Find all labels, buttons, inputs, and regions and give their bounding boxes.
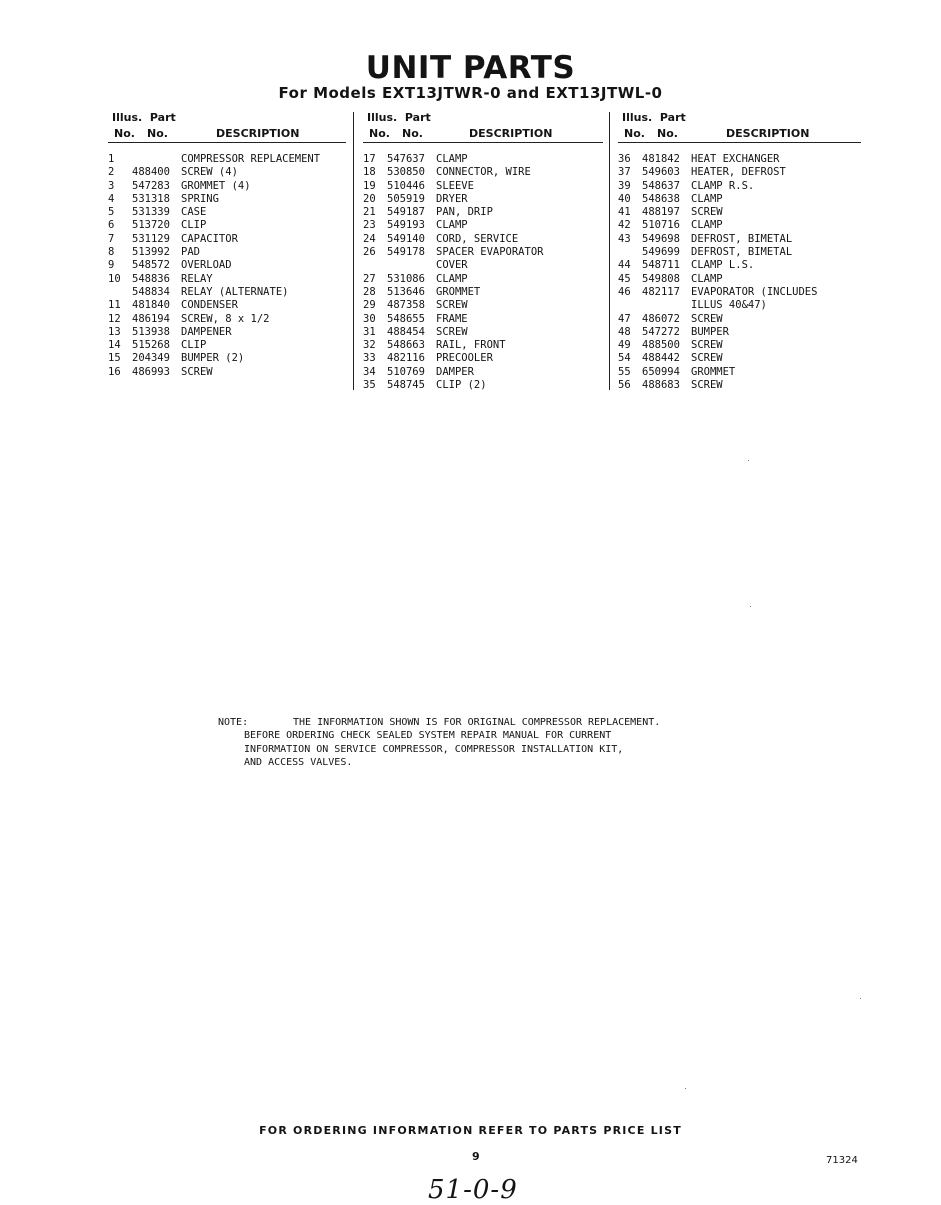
illus-number: 30 <box>363 312 376 325</box>
part-number: 486072 <box>642 312 680 325</box>
parts-column-2 <box>363 110 603 392</box>
illus-number: 11 <box>108 299 121 312</box>
part-description: HEATER, DEFROST <box>691 166 786 179</box>
part-number: 531086 <box>387 272 425 285</box>
part-row <box>618 379 861 392</box>
illus-number: 44 <box>618 259 631 272</box>
part-number: 488683 <box>642 379 680 392</box>
part-number: 548834 <box>132 285 170 298</box>
part-row <box>363 259 603 272</box>
illus-number: 14 <box>108 339 121 352</box>
part-description: OVERLOAD <box>181 259 232 272</box>
part-row <box>108 206 346 219</box>
illus-number: 4 <box>108 192 115 205</box>
document-number: 71324 <box>826 1155 858 1166</box>
page-title: UNIT PARTS <box>365 50 576 86</box>
part-description: SCREW <box>436 299 468 312</box>
part-description: SCREW <box>436 325 468 338</box>
illus-number: 15 <box>108 352 121 365</box>
illus-number: 19 <box>363 179 376 192</box>
part-description: SCREW (4) <box>181 166 238 179</box>
column-header <box>618 110 861 143</box>
illus-number: 8 <box>108 246 115 259</box>
part-number: 547283 <box>132 179 170 192</box>
part-row <box>618 233 861 246</box>
illus-number: 39 <box>618 179 631 192</box>
part-number: 549808 <box>642 272 680 285</box>
part-row <box>618 219 861 232</box>
header-description: DESCRIPTION <box>726 127 810 140</box>
part-row <box>363 233 603 246</box>
part-row <box>363 193 603 206</box>
part-row <box>108 286 346 299</box>
part-description: GROMMET (4) <box>181 179 251 192</box>
part-row <box>363 326 603 339</box>
part-row <box>363 273 603 286</box>
part-row <box>108 273 346 286</box>
part-number: 549193 <box>387 219 425 232</box>
part-description: HEAT EXCHANGER <box>691 153 780 165</box>
part-description: CLIP (2) <box>436 379 487 392</box>
part-row <box>618 299 861 312</box>
part-description: PAD <box>181 246 200 259</box>
illus-number: 40 <box>618 192 631 205</box>
part-number: 549140 <box>387 232 425 245</box>
header-illus-part <box>622 111 686 124</box>
part-row <box>108 326 346 339</box>
part-row <box>618 313 861 326</box>
illus-number: 28 <box>363 285 376 298</box>
part-description: COMPRESSOR REPLACEMENT <box>181 153 321 165</box>
header-illus: Illus. <box>112 111 143 124</box>
parts-rows <box>363 153 603 392</box>
header-description: DESCRIPTION <box>469 127 553 140</box>
illus-number: 12 <box>108 312 121 325</box>
part-description: DAMPENER <box>181 325 232 338</box>
part-number: 513938 <box>132 325 170 338</box>
parts-rows <box>618 153 861 392</box>
illus-number: 3 <box>108 179 115 192</box>
header-illus: Illus. <box>367 111 398 124</box>
part-row <box>363 366 603 379</box>
part-row <box>363 339 603 352</box>
part-description: CLIP <box>181 339 207 352</box>
part-row <box>363 206 603 219</box>
illus-number: 35 <box>363 379 376 392</box>
illus-number: 36 <box>618 153 631 165</box>
illus-number: 37 <box>618 166 631 179</box>
part-number: 486194 <box>132 312 170 325</box>
illus-number: 27 <box>363 272 376 285</box>
illus-number: 9 <box>108 259 115 272</box>
part-description: CLAMP L.S. <box>691 259 755 272</box>
part-number: 549698 <box>642 232 680 245</box>
part-number: 482116 <box>387 352 425 365</box>
part-number: 650994 <box>642 365 680 378</box>
illus-number: 42 <box>618 219 631 232</box>
part-number: 481842 <box>642 153 680 165</box>
part-number: 548638 <box>642 192 680 205</box>
part-description: DAMPER <box>436 365 474 378</box>
part-number: 549699 <box>642 246 680 259</box>
part-description: SCREW <box>691 352 723 365</box>
part-description: DRYER <box>436 192 468 205</box>
header-part: Part <box>659 111 686 124</box>
part-number: 513720 <box>132 219 170 232</box>
part-description: SCREW <box>181 365 213 378</box>
part-row <box>108 299 346 312</box>
part-description: GROMMET <box>691 365 736 378</box>
part-description: ILLUS 40&47) <box>691 299 767 312</box>
page-subtitle: For Models EXT13JTWR-0 and EXT13JTWL-0 <box>278 84 663 102</box>
part-row <box>108 352 346 365</box>
page-number: 9 <box>472 1150 480 1163</box>
illus-number: 43 <box>618 232 631 245</box>
illus-number: 17 <box>363 153 376 165</box>
part-description: COVER <box>436 259 468 272</box>
part-description: CLIP <box>181 219 207 232</box>
part-number: 488442 <box>642 352 680 365</box>
illus-number: 20 <box>363 192 376 205</box>
part-description: SCREW <box>691 339 723 352</box>
illus-number: 2 <box>108 166 115 179</box>
illus-number: 32 <box>363 339 376 352</box>
part-number: 513646 <box>387 285 425 298</box>
part-row <box>618 339 861 352</box>
part-number: 549603 <box>642 166 680 179</box>
part-description: CLAMP <box>691 272 723 285</box>
part-number: 549187 <box>387 206 425 219</box>
part-row <box>363 299 603 312</box>
scan-speck <box>685 1088 686 1089</box>
part-description: CASE <box>181 206 207 219</box>
part-row <box>108 166 346 179</box>
part-description: GROMMET <box>436 285 481 298</box>
part-number: 515268 <box>132 339 170 352</box>
handwritten-code: 51-0-9 <box>428 1175 518 1205</box>
part-row <box>108 180 346 193</box>
part-number: 510769 <box>387 365 425 378</box>
header-part: Part <box>149 111 176 124</box>
part-description: DEFROST, BIMETAL <box>691 232 793 245</box>
part-description: CAPACITOR <box>181 232 238 245</box>
scan-speck <box>750 606 751 607</box>
header-illus-part <box>112 111 176 124</box>
illus-number: 46 <box>618 285 631 298</box>
column-header <box>363 110 603 143</box>
part-row <box>363 180 603 193</box>
part-row <box>108 246 346 259</box>
part-row <box>363 153 603 166</box>
part-number: 488500 <box>642 339 680 352</box>
illus-number: 45 <box>618 272 631 285</box>
part-row <box>108 193 346 206</box>
part-description: SCREW, 8 x 1/2 <box>181 312 270 325</box>
part-description: CONDENSER <box>181 299 238 312</box>
illus-number: 23 <box>363 219 376 232</box>
illus-number: 49 <box>618 339 631 352</box>
header-part-no: No. <box>657 127 678 140</box>
part-row <box>618 206 861 219</box>
header-illus-no: No. <box>369 127 390 140</box>
part-number: 487358 <box>387 299 425 312</box>
part-row <box>618 166 861 179</box>
illus-number: 26 <box>363 246 376 259</box>
part-row <box>108 313 346 326</box>
part-number: 488197 <box>642 206 680 219</box>
illus-number: 10 <box>108 272 121 285</box>
part-number: 505919 <box>387 192 425 205</box>
illus-number: 29 <box>363 299 376 312</box>
part-row <box>363 313 603 326</box>
illus-number: 55 <box>618 365 631 378</box>
illus-number: 7 <box>108 232 115 245</box>
part-number: 531129 <box>132 232 170 245</box>
part-number: 510716 <box>642 219 680 232</box>
part-description: CLAMP <box>691 192 723 205</box>
part-row <box>108 259 346 272</box>
part-number: 548637 <box>642 179 680 192</box>
illus-number: 56 <box>618 379 631 392</box>
part-row <box>618 352 861 365</box>
part-row <box>618 286 861 299</box>
illus-number: 47 <box>618 312 631 325</box>
part-row <box>108 366 346 379</box>
part-row <box>618 326 861 339</box>
header-description: DESCRIPTION <box>216 127 300 140</box>
part-row <box>618 259 861 272</box>
scan-speck <box>860 998 861 999</box>
illus-number: 54 <box>618 352 631 365</box>
part-description: SLEEVE <box>436 179 474 192</box>
part-row <box>363 379 603 392</box>
part-row <box>108 153 346 166</box>
note-text: AND ACCESS VALVES. <box>244 757 353 769</box>
part-number: 548836 <box>132 272 170 285</box>
illus-number: 48 <box>618 325 631 338</box>
illus-number: 24 <box>363 232 376 245</box>
header-illus-no: No. <box>114 127 135 140</box>
part-description: SPRING <box>181 192 219 205</box>
part-number: 204349 <box>132 352 170 365</box>
part-description: PAN, DRIP <box>436 206 493 219</box>
illus-number: 34 <box>363 365 376 378</box>
part-row <box>618 273 861 286</box>
header-part-no: No. <box>147 127 168 140</box>
parts-column-1 <box>108 110 346 379</box>
part-row <box>618 366 861 379</box>
part-row <box>108 219 346 232</box>
part-number: 481840 <box>132 299 170 312</box>
note-text: BEFORE ORDERING CHECK SEALED SYSTEM REPAIR MANUAL FOR CURRENT <box>244 730 612 742</box>
part-number: 548663 <box>387 339 425 352</box>
illus-number: 31 <box>363 325 376 338</box>
part-number: 488400 <box>132 166 170 179</box>
part-number: 547637 <box>387 153 425 165</box>
note-text: THE INFORMATION SHOWN IS FOR ORIGINAL COMPRESSOR REPLACEMENT. <box>293 717 661 728</box>
part-row <box>363 352 603 365</box>
part-row <box>618 193 861 206</box>
illus-number: 33 <box>363 352 376 365</box>
part-number: 548655 <box>387 312 425 325</box>
part-row <box>618 246 861 259</box>
header-illus-part <box>367 111 431 124</box>
part-number: 486993 <box>132 365 170 378</box>
column-divider <box>609 112 610 390</box>
part-description: CLAMP <box>691 219 723 232</box>
parts-column-3 <box>618 110 861 392</box>
part-description: RAIL, FRONT <box>436 339 506 352</box>
part-number: 548745 <box>387 379 425 392</box>
ordering-info: FOR ORDERING INFORMATION REFER TO PARTS PRICE LIST <box>259 1124 682 1137</box>
part-description: SCREW <box>691 206 723 219</box>
parts-rows <box>108 153 346 379</box>
column-divider <box>353 112 354 390</box>
part-description: FRAME <box>436 312 468 325</box>
part-row <box>363 166 603 179</box>
part-description: CLAMP <box>436 153 468 165</box>
part-number: 548711 <box>642 259 680 272</box>
illus-number: 1 <box>108 153 115 165</box>
part-description: BUMPER (2) <box>181 352 245 365</box>
part-description: BUMPER <box>691 325 729 338</box>
part-number: 510446 <box>387 179 425 192</box>
part-number: 488454 <box>387 325 425 338</box>
part-description: SCREW <box>691 379 723 392</box>
note-label: NOTE: <box>218 717 249 728</box>
illus-number: 16 <box>108 365 121 378</box>
part-row <box>618 180 861 193</box>
part-number: 549178 <box>387 246 425 259</box>
scan-speck <box>748 460 749 461</box>
part-description: CONNECTOR, WIRE <box>436 166 531 179</box>
part-description: CORD, SERVICE <box>436 232 519 245</box>
part-row <box>363 219 603 232</box>
part-description: EVAPORATOR (INCLUDES <box>691 285 818 298</box>
illus-number: 6 <box>108 219 115 232</box>
illus-number: 21 <box>363 206 376 219</box>
part-number: 531339 <box>132 206 170 219</box>
part-number: 548572 <box>132 259 170 272</box>
part-description: CLAMP <box>436 219 468 232</box>
part-description: CLAMP <box>436 272 468 285</box>
part-description: RELAY <box>181 272 213 285</box>
part-description: SPACER EVAPORATOR <box>436 246 544 259</box>
part-number: 531318 <box>132 192 170 205</box>
part-number: 547272 <box>642 325 680 338</box>
part-row <box>618 153 861 166</box>
illus-number: 5 <box>108 206 115 219</box>
column-header <box>108 110 346 143</box>
header-illus: Illus. <box>622 111 653 124</box>
header-part-no: No. <box>402 127 423 140</box>
part-description: CLAMP R.S. <box>691 179 755 192</box>
part-row <box>363 286 603 299</box>
part-description: PRECOOLER <box>436 352 493 365</box>
part-description: DEFROST, BIMETAL <box>691 246 793 259</box>
note-text: INFORMATION ON SERVICE COMPRESSOR, COMPRESSOR INSTALLATION KIT, <box>244 743 624 755</box>
header-illus-no: No. <box>624 127 645 140</box>
part-number: 482117 <box>642 285 680 298</box>
illus-number: 18 <box>363 166 376 179</box>
part-row <box>363 246 603 259</box>
illus-number: 41 <box>618 206 631 219</box>
part-number: 513992 <box>132 246 170 259</box>
part-description: SCREW <box>691 312 723 325</box>
header-part: Part <box>404 111 431 124</box>
part-row <box>108 233 346 246</box>
part-row <box>108 339 346 352</box>
part-number: 530850 <box>387 166 425 179</box>
illus-number: 13 <box>108 325 121 338</box>
part-description: RELAY (ALTERNATE) <box>181 285 289 298</box>
